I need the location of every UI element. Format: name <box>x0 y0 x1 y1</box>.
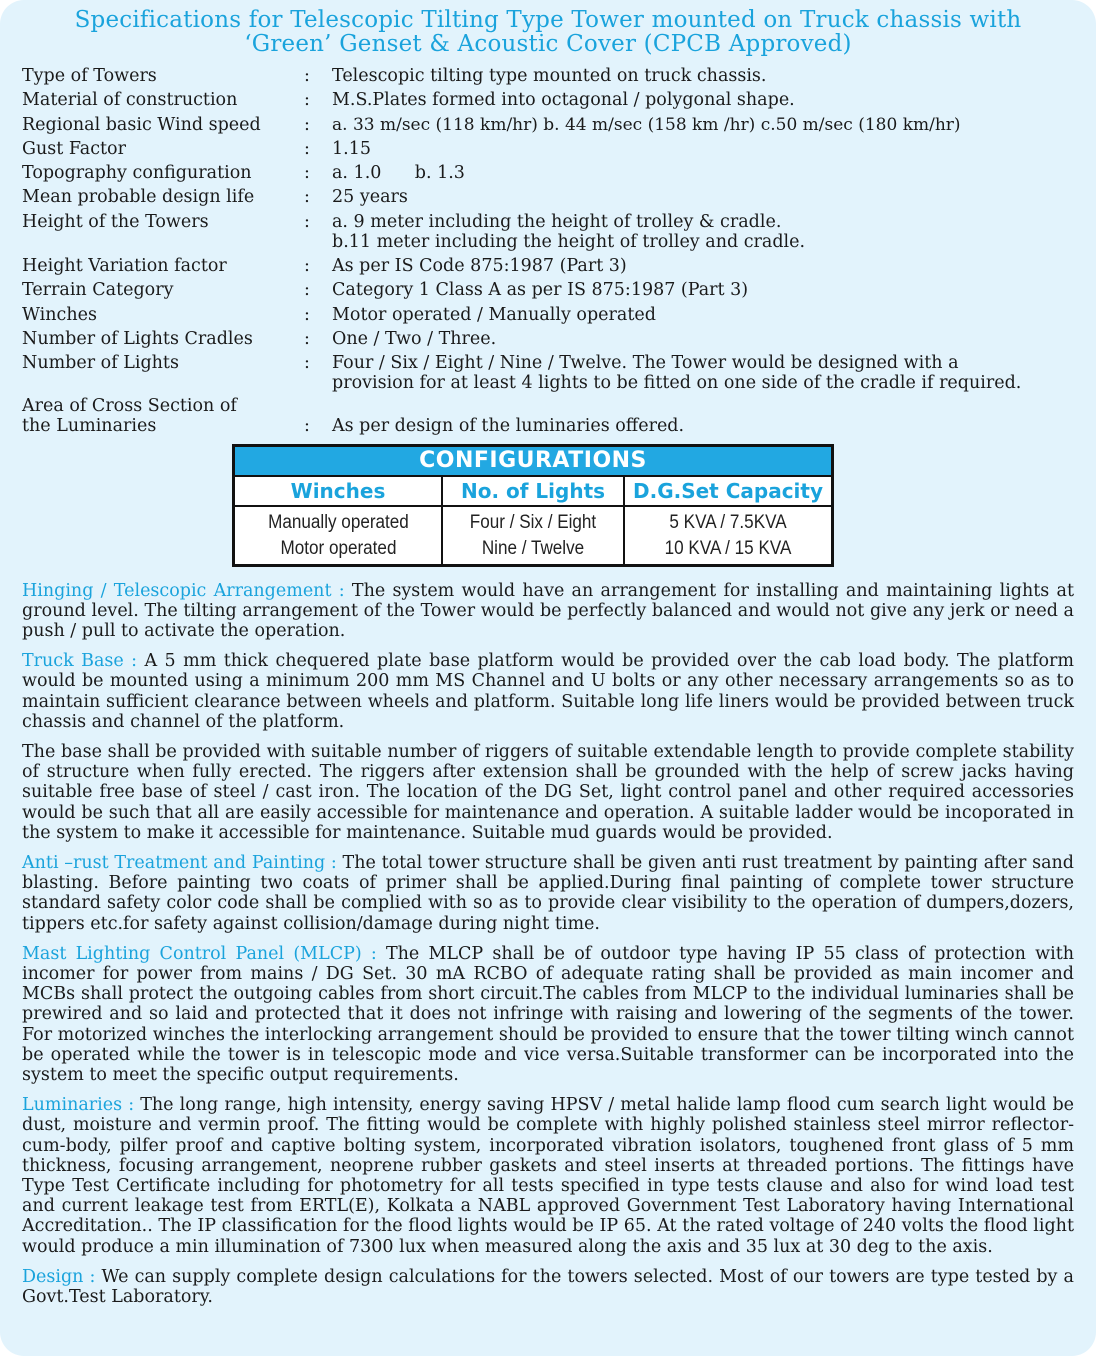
spec-separator: : <box>304 163 310 184</box>
spec-label: Gust Factor <box>22 138 126 159</box>
spec-label: Type of Towers <box>22 66 157 86</box>
spec-row <box>22 329 1074 349</box>
spec-label: Terrain Category <box>22 280 174 301</box>
spec-value-line: a. 9 meter including the height of trolley & cradle. <box>332 211 782 232</box>
spec-separator: : <box>304 187 310 208</box>
spec-label: Number of Lights Cradles <box>22 328 253 349</box>
section-anti-rust <box>22 853 1074 934</box>
spec-separator: : <box>304 66 310 86</box>
section-hinging <box>22 581 1074 642</box>
title-line-2: ‘Green’ Genset & Acoustic Cover (CPCB Approved) <box>244 31 852 57</box>
spec-list <box>22 66 1074 436</box>
section-mlcp <box>22 944 1074 1085</box>
spec-label: Winches <box>22 304 97 325</box>
section-heading: Hinging / Telescopic Arrangement : <box>22 580 352 601</box>
spec-row <box>22 66 1074 86</box>
spec-value: One / Two / Three. <box>332 328 497 349</box>
spec-separator: : <box>304 256 310 277</box>
section-text: The base shall be provided with suitable number of riggers of suitable extendable length to provide complete stability of structure when fully erected. The riggers after extension shall be grounded with the help of screw jacks having suitable free base of steel / cast iron. The location of the DG Set, light control panel and other required accessories would be such that all are easily accessible for maintenance and operation. A suitable ladder would be incoporated in the system to make it accessible for maintenance. Suitable mud guards would be provided. <box>22 741 1074 843</box>
section-design <box>22 1267 1074 1307</box>
spec-separator-mark: : <box>304 415 310 436</box>
column-header-winches: Winches <box>234 476 443 506</box>
table-row <box>234 506 833 536</box>
table-cell: 10 KVA / 15 KVA <box>634 536 822 566</box>
spec-value: a. 1.0 b. 1.3 <box>332 163 465 184</box>
spec-label: Material of construction <box>22 90 238 111</box>
section-heading: Mast Lighting Control Panel (MLCP) : <box>22 943 386 964</box>
spec-separator: : <box>304 138 310 159</box>
section-text: We can supply complete design calculations for the towers selected. Most of our towers are type tested by a Govt.Test Laboratory. <box>22 1266 1074 1308</box>
table-cell: 5 KVA / 7.5KVA <box>634 506 822 536</box>
spec-label-line: the Luminaries <box>22 415 157 436</box>
spec-row <box>22 115 1074 135</box>
title-line-1: Specifications for Telescopic Tilting Type Tower mounted on Truck chassis with <box>74 7 1022 33</box>
section-text: The system would have an arrangement for installing and maintaining lights at ground level. The tilting arrangement of the Tower would be perfectly balanced and would not give any jerk or need a push / pull to activate the operation. <box>22 580 1075 641</box>
spec-value-line: b.11 meter including the height of trolley and cradle. <box>332 231 806 252</box>
spec-value: Category 1 Class A as per IS 875:1987 (Part 3) <box>332 280 749 301</box>
spec-value: a. 33 m/sec (118 km/hr) b. 44 m/sec (158 km /hr) c.50 m/sec (180 km/hr) <box>332 114 961 135</box>
spec-value <box>332 353 1074 393</box>
section-text: The total tower structure shall be given anti rust treatment by painting after sand blasting. Before painting two coats of primer shall be applied.During final painting of complete tower structure standard safety color code shall be complied with so as to provide clear visibility to the operation of dumpers,dozers, tippers etc.for safety against collision/damage during night time. <box>22 853 1074 934</box>
spec-value-line: provision for at least 4 lights to be fitted on one side of the cradle if required. <box>332 373 1022 394</box>
spec-value: As per IS Code 875:1987 (Part 3) <box>332 256 627 277</box>
spec-row <box>22 396 1074 436</box>
configurations-block <box>22 444 1074 567</box>
spec-label-line: Area of Cross Section of <box>22 395 237 416</box>
spec-value: Telescopic tilting type mounted on truck chassis. <box>332 66 767 86</box>
section-base-riggers <box>22 742 1074 843</box>
table-cell: Four / Six / Eight <box>451 506 615 536</box>
configurations-table <box>232 444 834 567</box>
section-heading: Design : <box>22 1266 102 1287</box>
spec-label: Height Variation factor <box>22 256 227 277</box>
spec-row <box>22 90 1074 110</box>
spec-separator <box>304 396 332 436</box>
spec-separator: : <box>304 280 310 301</box>
spec-separator: : <box>304 328 310 349</box>
spec-value <box>332 396 1074 436</box>
spec-row <box>22 256 1074 276</box>
spec-separator: : <box>304 353 310 374</box>
spec-label <box>22 396 304 436</box>
configurations-caption: CONFIGURATIONS <box>234 445 833 476</box>
spec-value <box>332 212 1074 252</box>
table-cell: Manually operated <box>244 506 432 536</box>
spec-value: 25 years <box>332 187 408 208</box>
section-text: The MLCP shall be of outdoor type having IP 55 class of protection with incomer for power from mains / DG Set. 30 mA RCBO of adequate rating shall be provided as main incomer and MCBs shall protect the outgoing cables from short circuit.The cables from MLCP to the individual luminaries shall be prewired and so laid and protected that it does not infringe with raising and lowering of the segments of the tower. For motorized winches the interlocking arrangement should be provided to ensure that the tower tilting winch cannot be operated while the tower is in telescopic mode and vice versa.Suitable transformer can be incorporated into the system to meet the specific output requirements. <box>22 943 1074 1086</box>
spec-value: M.S.Plates formed into octagonal / polygonal shape. <box>332 90 795 111</box>
spec-row <box>22 353 1074 393</box>
spec-value-line: Four / Six / Eight / Nine / Twelve. The Tower would be designed with a <box>332 353 959 374</box>
section-text: A 5 mm thick chequered plate base platform would be provided over the cab load body. The platform would be mounted using a minimum 200 mm MS Channel and U bolts or any other necessary arrangements so as to maintain sufficient clearance between wheels and platform. Suitable long life liners would be provided between truck chassis and channel of the platform. <box>22 651 1074 732</box>
section-truck-base <box>22 651 1074 732</box>
section-heading: Luminaries : <box>22 1095 141 1116</box>
section-heading: Anti –rust Treatment and Painting : <box>22 853 343 873</box>
spec-separator: : <box>304 211 310 232</box>
spec-row <box>22 280 1074 300</box>
spec-row <box>22 187 1074 207</box>
spec-separator: : <box>304 114 310 135</box>
column-header-dg-capacity: D.G.Set Capacity <box>624 476 833 506</box>
spec-value: Motor operated / Manually operated <box>332 304 656 325</box>
section-luminaries <box>22 1095 1074 1257</box>
spec-separator: : <box>304 90 310 111</box>
table-cell: Motor operated <box>244 536 432 566</box>
spec-label: Number of Lights <box>22 353 179 374</box>
spec-value: 1.15 <box>332 138 371 159</box>
spec-row <box>22 163 1074 183</box>
table-row <box>234 536 833 566</box>
spec-separator: : <box>304 304 310 325</box>
column-header-lights: No. of Lights <box>442 476 624 506</box>
section-text: The long range, high intensity, energy saving HPSV / metal halide lamp flood cum search light would be dust, moisture and vermin proof. The fitting would be complete with highly polished stainless steel mirror reflector-cum-body, pilfer proof and captive bolting system, incorporated vibration isolators, toughened front glass of 5 mm thickness, focusing arrangement, neoprene rubber gaskets and steel inserts at threaded portions. The fittings have Type Test Certificate including for photometry for all tests specified in type tests clause and also for wind load test and current leakage test from ERTL(E), Kolkata a NABL approved Government Test Laboratory having International Accreditation.. The IP classification for the flood lights would be IP 65. At the rated voltage of 240 volts the flood light would produce a min illumination of 7300 lux when measured along the axis and 35 lux at 30 deg to the axis. <box>22 1095 1074 1257</box>
spec-row <box>22 305 1074 325</box>
page-title <box>22 8 1074 56</box>
section-heading: Truck Base : <box>22 651 145 672</box>
spec-label: Mean probable design life <box>22 187 255 208</box>
spec-label: Topography configuration <box>22 163 252 184</box>
spec-label: Height of the Towers <box>22 211 209 232</box>
spec-row <box>22 212 1074 252</box>
spec-label: Regional basic Wind speed <box>22 114 261 135</box>
spec-row <box>22 139 1074 159</box>
spec-value-line: As per design of the luminaries offered. <box>332 415 685 436</box>
table-cell: Nine / Twelve <box>451 536 615 566</box>
